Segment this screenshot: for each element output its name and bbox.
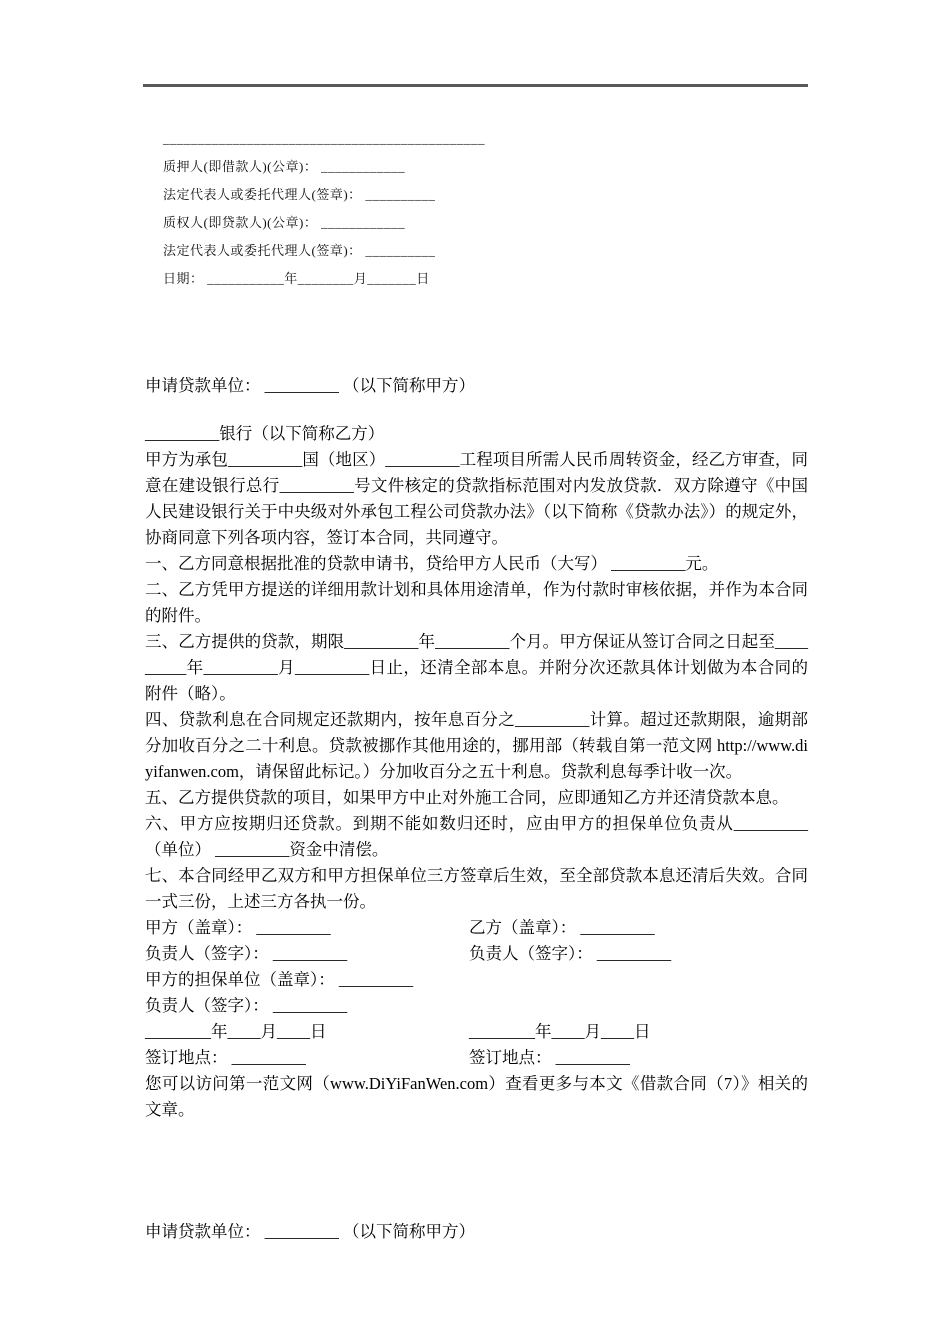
clause-1: 一、乙方同意根据批准的贷款申请书，贷给甲方人民币（大写） _________元。: [145, 554, 719, 573]
party-b-responsible-sign-line: 负责人（签字）： _________: [469, 944, 672, 963]
date-line: 日期： ___________年________月_______日: [163, 271, 430, 286]
clause-6: 六、甲方应按期归还贷款。到期不能如数归还时，应由甲方的担保单位负责从_________（单位） _________资金中清偿。: [145, 814, 808, 859]
clause-5: 五、乙方提供贷款的项目，如果甲方中止对外施工合同，应即通知乙方并还清贷款本息。: [145, 788, 789, 807]
pledgor-legal-rep-line: 法定代表人或委托代理人(签章)： __________: [163, 187, 436, 202]
clause-7: 七、本合同经甲乙双方和甲方担保单位三方签章后生效，至全部贷款本息还清后失效。合同一式三份，上述三方各执一份。: [145, 866, 808, 911]
party-b-seal-line: 乙方（盖章）： _________: [469, 918, 655, 937]
party-a-responsible-sign-line: 负责人（签字）： _________: [145, 944, 348, 963]
applicant-unit-line: 申请贷款单位： _________ （以下简称甲方）: [145, 376, 475, 395]
contract-body: [145, 373, 808, 1123]
preamble-paragraph: 甲方为承包_________国（地区）_________工程项目所需人民币周转资金，经乙方审查，同意在建设银行总行_________号文件核定的贷款指标范围对内发放贷款．双方除遵守《中国人民建设银行关于中央级对外承包工程公司贷款办法》（以下简称《贷款办法》）的规定外，协商同意下列各项内容，签订本合同，共同遵守。: [145, 450, 808, 547]
next-contract-heading: 申请贷款单位： _________ （以下简称甲方）: [145, 1222, 475, 1241]
party-a-seal-line: 甲方（盖章）： _________: [145, 918, 331, 937]
party-b-signing-place-line: 签订地点： _________: [469, 1048, 630, 1067]
blank-fill-line: ______________________________________________: [163, 131, 485, 146]
party-a-date-line: ________年____月____日: [145, 1022, 327, 1041]
pledge-signature-block: [163, 125, 808, 293]
guarantor-seal-line: 甲方的担保单位（盖章）： _________: [145, 970, 414, 989]
clause-3: 三、乙方提供的贷款，期限_________年_________个月。甲方保证从签订合同之日起至_________年_________月_________日止，还清全部本息。并附分次还款具体计划做为本合同的附件（略）。: [145, 632, 808, 703]
bank-line: _________银行（以下简称乙方）: [145, 424, 385, 443]
source-site-note: 您可以访问第一范文网（www.DiYiFanWen.com）查看更多与本文《借款合同（7）》相关的文章。: [145, 1074, 808, 1119]
party-b-date-line: ________年____月____日: [469, 1022, 651, 1041]
clause-4: 四、贷款利息在合同规定还款期内，按年息百分之_________计算。超过还款期限，逾期部分加收百分之二十利息。贷款被挪作其他用途的，挪用部（转载自第一范文网 http://www.diyifanwen.com，请保留此标记。）分加收百分之五十利息。贷款利息每季计收一次。: [145, 710, 808, 781]
pledgee-seal-line: 质权人(即贷款人)(公章)： ____________: [163, 215, 406, 230]
empty-cell: [469, 967, 808, 993]
clause-2: 二、乙方凭甲方提送的详细用款计划和具体用途清单，作为付款时审核依据，并作为本合同的附件。: [145, 580, 808, 625]
party-a-signing-place-line: 签订地点： _________: [145, 1048, 306, 1067]
pledgor-seal-line: 质押人(即借款人)(公章)： ____________: [163, 159, 406, 174]
pledgee-legal-rep-line: 法定代表人或委托代理人(签章)： __________: [163, 243, 436, 258]
guarantor-responsible-sign-line: 负责人（签字）： _________: [145, 996, 348, 1015]
empty-cell: [469, 993, 808, 1019]
page-divider-rule: [143, 84, 808, 87]
signature-grid: [145, 915, 808, 1071]
